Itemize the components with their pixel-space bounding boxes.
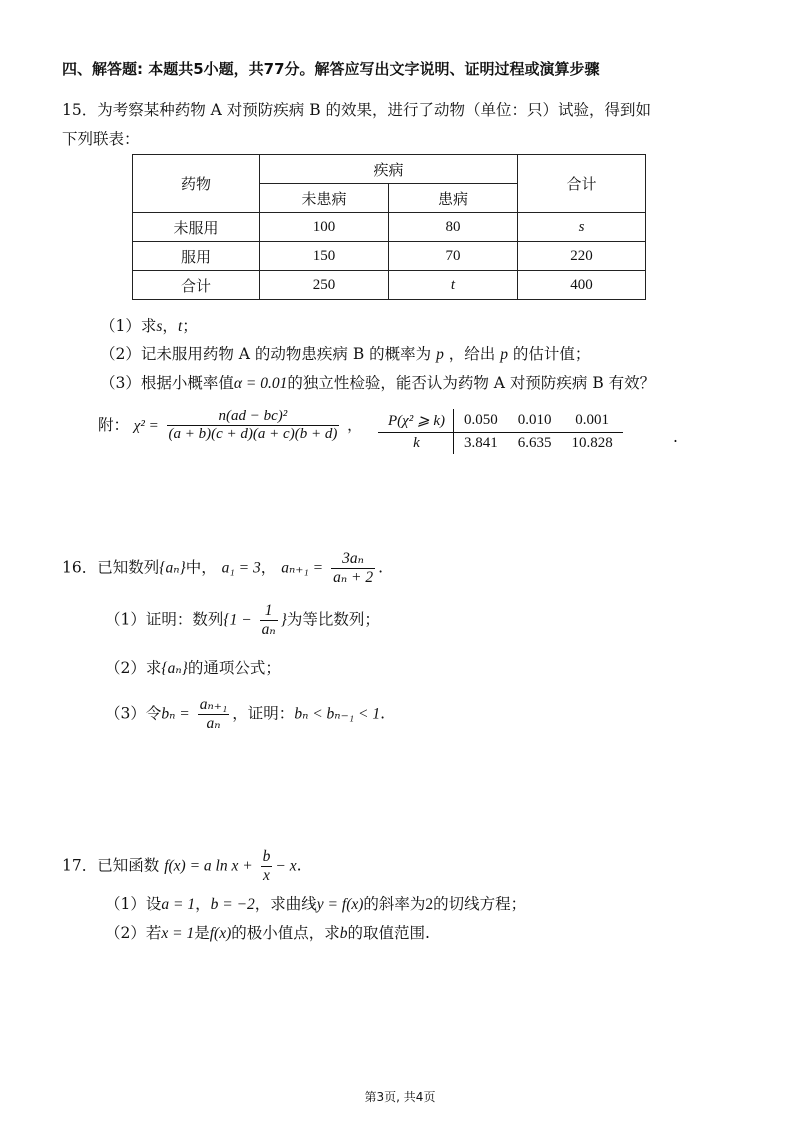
chi-denominator: (a + b)(c + d)(a + c)(b + d) — [168, 426, 338, 443]
f-numerator: b — [262, 848, 271, 865]
inv-denominator: aₙ — [261, 620, 276, 638]
math-s: s — [156, 318, 163, 335]
q16-number: 16． — [62, 558, 98, 577]
th-drug: 药物 — [133, 155, 260, 213]
q15-stem-text: 为考察某种药物 A 对预防疾病 B 的效果，进行了动物（单位：只）试验，得到如 — [97, 101, 652, 119]
critical-value-table — [378, 409, 623, 454]
text: 的切线方程； — [433, 895, 527, 913]
q16-part1 — [105, 602, 380, 639]
bn-fraction — [198, 696, 230, 733]
text: ， — [347, 415, 363, 434]
math-bv: b — [339, 925, 348, 942]
chi-fraction — [167, 408, 340, 444]
math-p: p — [500, 346, 508, 363]
text: 已知函数 — [97, 856, 160, 875]
math-bn: bₙ = — [161, 705, 190, 723]
f-fraction — [261, 848, 273, 885]
math-a: a = 1 — [161, 896, 196, 913]
math-two: 2 — [425, 896, 434, 913]
math-p: p — [436, 346, 444, 363]
q16-stem — [62, 550, 383, 587]
text: （1）设 — [105, 895, 162, 913]
table-row — [133, 242, 646, 271]
kt-period: . — [673, 428, 678, 446]
cell: t — [389, 271, 518, 300]
kt-cell: 10.828 — [571, 435, 613, 451]
inv-numerator: 1 — [260, 602, 278, 621]
math-b: b = −2 — [210, 896, 255, 913]
text: 的估计值； — [512, 345, 591, 363]
cell: 150 — [260, 242, 389, 271]
bn-numerator: aₙ₊₁ — [199, 696, 228, 713]
math-seq: {aₙ} — [159, 559, 186, 577]
text: ，求曲线 — [254, 895, 317, 913]
rec-denominator: aₙ + 2 — [333, 568, 374, 586]
math-brace-l: {1 − — [223, 611, 252, 629]
q15-part3 — [100, 371, 655, 393]
cell: 70 — [389, 242, 518, 271]
f-denominator: x — [263, 866, 270, 884]
text: ，给出 — [448, 345, 496, 363]
th-sick: 患病 — [389, 184, 518, 213]
q16-part2 — [105, 656, 281, 678]
math-rec-lhs: aₙ₊₁ = — [281, 559, 324, 577]
q17-part2 — [105, 921, 430, 943]
math-ineq: bₙ < bₙ₋₁ < 1 — [294, 705, 381, 723]
math-brace-r: } — [280, 611, 287, 629]
q15-part1 — [100, 314, 198, 336]
table-row — [133, 271, 646, 300]
q15-part2 — [100, 342, 590, 364]
text: 的极小值点，求 — [231, 924, 340, 942]
th-not-sick: 未患病 — [260, 184, 389, 213]
th-disease: 疾病 — [260, 155, 518, 184]
text: 为等比数列； — [286, 610, 380, 629]
text: （1）求 — [100, 317, 157, 335]
text: （1）证明：数列 — [105, 610, 224, 629]
text: 已知数列 — [97, 558, 160, 577]
math-x1: x = 1 — [161, 925, 195, 942]
kt-cell: 0.001 — [561, 409, 622, 433]
contingency-table — [132, 154, 646, 300]
kt-header-p: P(χ² ⩾ k) — [378, 409, 453, 433]
rec-fraction — [331, 550, 375, 587]
q17-number: 17． — [62, 856, 98, 875]
math-f-rest: − x — [275, 857, 297, 875]
math-curve: y = f(x) — [316, 896, 364, 913]
cell: 220 — [518, 242, 646, 271]
th-total: 合计 — [518, 155, 646, 213]
math-t: t — [177, 318, 183, 335]
text: 的取值范围 — [347, 924, 426, 942]
text: （2）记未服用药物 A 的动物患疾病 B 的概率为 — [100, 345, 432, 363]
text: . — [380, 704, 386, 723]
math-fx: f(x) — [209, 925, 232, 942]
text: . — [378, 558, 384, 577]
math-f-lhs: f(x) = a ln x + — [164, 857, 253, 875]
text: （2）若 — [105, 924, 162, 942]
text: （2）求 — [105, 659, 162, 677]
chi-numerator: n(ad − bc)² — [167, 408, 340, 426]
q17-stem — [62, 848, 302, 885]
table-row — [133, 213, 646, 242]
q15-number: 15． — [62, 101, 98, 119]
cell: 100 — [260, 213, 389, 242]
text: 中， — [185, 558, 217, 577]
kt-cell: 3.841 — [463, 435, 498, 451]
text: ， — [162, 317, 178, 335]
inv-fraction — [260, 602, 278, 639]
cell: 250 — [260, 271, 389, 300]
text: 的独立性检验，能否认为药物 A 对预防疾病 B 有效？ — [287, 374, 656, 392]
text: . — [425, 924, 430, 942]
text: ， — [260, 558, 277, 577]
page-footer: 第3页, 共4页 — [364, 1090, 436, 1104]
chi-square-formula — [98, 408, 362, 444]
cell: s — [518, 213, 646, 242]
kt-cell: 0.010 — [508, 409, 562, 433]
kt-cell: 0.050 — [453, 409, 507, 433]
q15-stem-line1 — [62, 98, 651, 120]
text: 是 — [194, 924, 210, 942]
rec-numerator: 3aₙ — [331, 550, 375, 569]
math-seq: {aₙ} — [161, 660, 188, 677]
cell: 400 — [518, 271, 646, 300]
section-heading: 四、解答题: 本题共5小题，共77分。解答应写出文字说明、证明过程或演算步骤 — [62, 60, 600, 78]
row-label: 未服用 — [133, 213, 260, 242]
q15-stem-line2: 下列联表： — [62, 130, 140, 148]
bn-denominator: aₙ — [206, 714, 221, 732]
q17-part1 — [105, 892, 526, 914]
appendix-label: 附： — [98, 415, 130, 434]
chi-lhs: χ² = — [133, 417, 159, 434]
cell: 80 — [389, 213, 518, 242]
kt-cell: 6.635 — [517, 435, 552, 451]
text: ， — [195, 895, 211, 913]
text: 的通项公式； — [187, 659, 281, 677]
math-a1: a₁ = 3 — [221, 559, 261, 577]
q16-part3 — [105, 696, 385, 733]
row-label: 合计 — [133, 271, 260, 300]
text: 的斜率为 — [363, 895, 426, 913]
row-label: 服用 — [133, 242, 260, 271]
kt-header-k: k — [378, 433, 453, 455]
text: （3）令 — [105, 704, 162, 723]
text: （3）根据小概率值 — [100, 374, 234, 392]
math-alpha: α = 0.01 — [233, 375, 288, 392]
text: . — [296, 856, 302, 875]
text: ，证明： — [232, 704, 295, 723]
text: ； — [182, 317, 198, 335]
